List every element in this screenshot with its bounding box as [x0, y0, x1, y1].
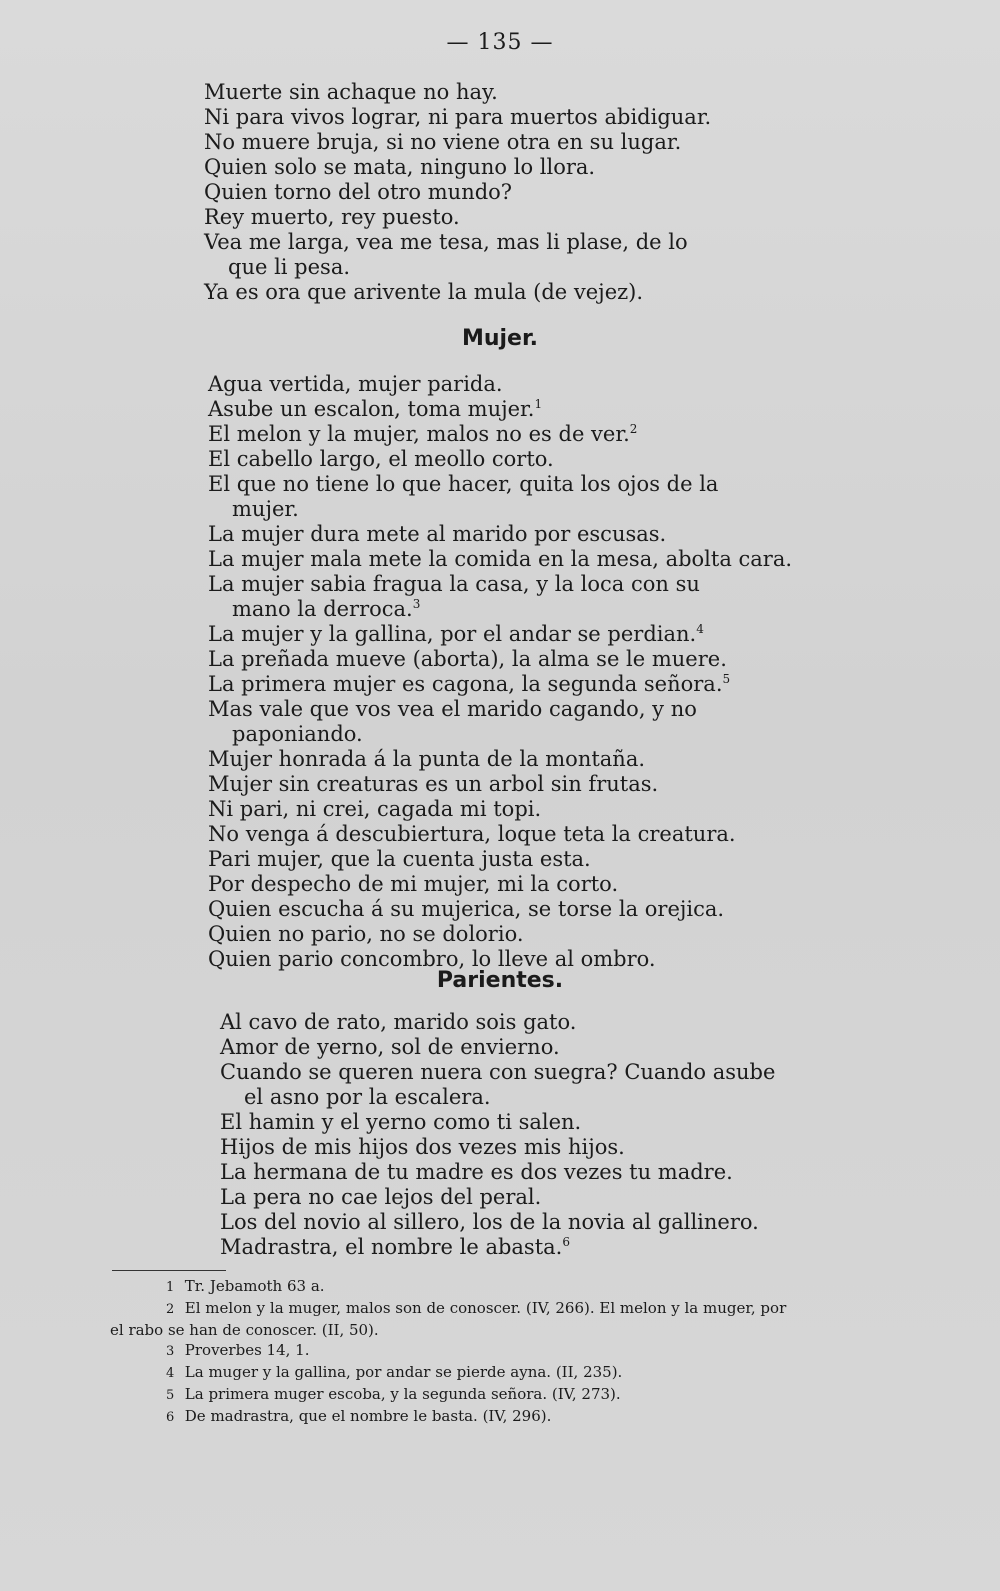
proverb-line: Quien solo se mata, ninguno lo llora.	[204, 155, 596, 179]
proverb-line: El que no tiene lo que hacer, quita los ojos de la	[208, 472, 719, 496]
footnote-ref: 5	[722, 672, 731, 686]
proverb-line: Muerte sin achaque no hay.	[204, 80, 498, 104]
footnote-continuation	[110, 1320, 900, 1340]
proverb-line: Hijos de mis hijos dos vezes mis hijos.	[220, 1135, 625, 1159]
footnotes	[110, 1276, 900, 1428]
proverb-text: El melon y la mujer, malos no es de ver.	[208, 422, 630, 446]
footnote-text: Proverbes 14, 1.	[184, 1341, 310, 1359]
proverb-line: Ni para vivos lograr, ni para muertos abidiguar.	[204, 105, 712, 129]
proverb-line: La mujer dura mete al marido por escusas.	[208, 522, 667, 546]
footnote-ref: 1	[534, 397, 543, 411]
proverb-line: El cabello largo, el meollo corto.	[208, 447, 554, 471]
proverb-line: paponiando.	[232, 722, 363, 746]
proverb-line: Agua vertida, mujer parida.	[208, 372, 503, 396]
proverb-line: Ya es ora que arivente la mula (de vejez).	[204, 280, 644, 304]
footnote	[110, 1362, 900, 1384]
proverb-line: Vea me larga, vea me tesa, mas li plase, de lo	[204, 230, 688, 254]
proverb-line: Quien escucha á su mujerica, se torse la orejica.	[208, 897, 725, 921]
proverb-line: Amor de yerno, sol de envierno.	[220, 1035, 560, 1059]
proverb-line-with-note	[208, 422, 808, 447]
footnote-number: 6	[166, 1410, 175, 1425]
footnote-number: 4	[166, 1366, 175, 1381]
proverb-line: Por despecho de mi mujer, mi la corto.	[208, 872, 619, 896]
section-heading-mujer: Mujer.	[461, 326, 539, 351]
proverb-line-with-note	[208, 672, 808, 697]
proverb-line: No muere bruja, si no viene otra en su lugar.	[204, 130, 682, 154]
footnote	[110, 1406, 900, 1428]
proverb-line: Quien torno del otro mundo?	[204, 180, 513, 204]
proverb-line: Los del novio al sillero, los de la novia al gallinero.	[220, 1210, 759, 1234]
proverb-line: La preñada mueve (aborta), la alma se le muere.	[208, 647, 727, 671]
proverb-line: Mujer sin creaturas es un arbol sin frutas.	[208, 772, 659, 796]
proverb-line-with-note	[220, 1235, 820, 1260]
footnote-ref: 4	[696, 622, 704, 636]
proverb-line: mujer.	[232, 497, 299, 521]
footnote-text: La muger y la gallina, por andar se pierde ayna. (II, 235).	[184, 1363, 623, 1381]
footnote-ref: 2	[629, 422, 638, 436]
proverb-text: La mujer y la gallina, por el andar se perdian.	[208, 622, 697, 646]
proverb-text: Asube un escalon, toma mujer.	[208, 397, 535, 421]
proverb-line: Quien no pario, no se dolorio.	[208, 922, 524, 946]
proverb-line: Mas vale que vos vea el marido cagando, y no	[208, 697, 697, 721]
section-heading-parientes: Parientes.	[436, 968, 564, 993]
proverb-line: Al cavo de rato, marido sois gato.	[220, 1010, 577, 1034]
proverb-list-mujer	[208, 372, 808, 972]
proverb-line: el asno por la escalera.	[244, 1085, 491, 1109]
footnote	[110, 1384, 900, 1406]
proverb-list-muerte	[204, 80, 804, 305]
proverb-line: que li pesa.	[228, 255, 351, 279]
proverb-line: Cuando se queren nuera con suegra? Cuando asube	[220, 1060, 776, 1084]
footnote-number: 1	[166, 1280, 175, 1295]
proverb-line: Pari mujer, que la cuenta justa esta.	[208, 847, 591, 871]
footnote-ref: 6	[562, 1235, 570, 1249]
footnote-ref: 3	[412, 597, 421, 611]
proverb-line: La mujer mala mete la comida en la mesa, abolta cara.	[208, 547, 793, 571]
proverb-text: mano la derroca.	[232, 597, 413, 621]
proverb-list-parientes	[220, 1010, 820, 1260]
footnote-text: El melon y la muger, malos son de conoscer. (IV, 266). El melon y la muger, por	[184, 1299, 787, 1317]
proverb-line: Quien pario concombro, lo lleve al ombro.	[208, 947, 656, 971]
proverb-line-with-note	[208, 597, 808, 622]
footnote-text: el rabo se han de conoscer. (II, 50).	[110, 1321, 379, 1339]
footnote-text: De madrastra, que el nombre le basta. (IV, 296).	[184, 1407, 552, 1425]
footnote-text: Tr. Jebamoth 63 a.	[184, 1277, 325, 1295]
proverb-line-with-note	[208, 397, 808, 422]
proverb-line: Ni pari, ni crei, cagada mi topi.	[208, 797, 542, 821]
proverb-line-with-note	[208, 622, 808, 647]
proverb-line: La mujer sabia fragua la casa, y la loca con su	[208, 572, 700, 596]
proverb-line: La hermana de tu madre es dos vezes tu madre.	[220, 1160, 733, 1184]
footnote-number: 5	[166, 1388, 175, 1403]
footnote	[110, 1298, 900, 1320]
proverb-line: La pera no cae lejos del peral.	[220, 1185, 542, 1209]
footnote-text: La primera muger escoba, y la segunda señora. (IV, 273).	[184, 1385, 621, 1403]
proverb-line: Rey muerto, rey puesto.	[204, 205, 460, 229]
footnote-divider	[112, 1270, 226, 1271]
proverb-line: Mujer honrada á la punta de la montaña.	[208, 747, 646, 771]
proverb-text: La primera mujer es cagona, la segunda señora.	[208, 672, 723, 696]
footnote	[110, 1340, 900, 1362]
proverb-line: No venga á descubiertura, loque teta la creatura.	[208, 822, 736, 846]
footnote-number: 2	[166, 1302, 175, 1317]
footnote-number: 3	[166, 1344, 175, 1359]
proverb-line: El hamin y el yerno como ti salen.	[220, 1110, 582, 1134]
page-number: — 135 —	[446, 30, 554, 55]
footnote	[110, 1276, 900, 1298]
proverb-text: Madrastra, el nombre le abasta.	[220, 1235, 563, 1259]
